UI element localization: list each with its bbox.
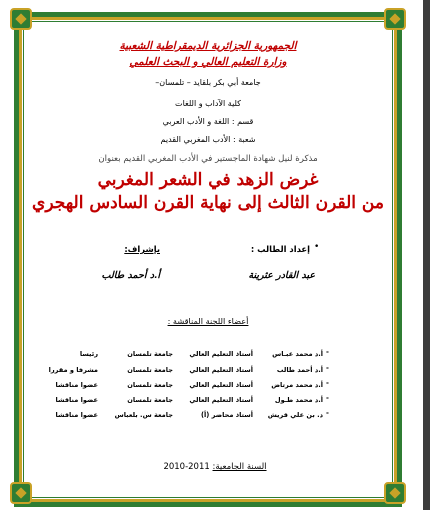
member-rank: أستاذ التعليم العالي	[189, 381, 253, 389]
member-role: مشرفا و مقررا	[48, 366, 98, 374]
member-name: د. بن علي قريش	[267, 411, 323, 419]
faculty-name: كلية الآداب و اللغات	[175, 99, 241, 108]
academic-year-value: 2010-2011	[163, 462, 210, 472]
member-name: أ.د أحمد طالب	[276, 366, 323, 374]
corner-ornament-icon	[10, 482, 32, 504]
member-role: عضوا مناقشا	[55, 411, 98, 419]
branch-name: شعبة : الأدب المغربي القديم	[160, 135, 256, 144]
supervisor-name: أ.د أحمد طالب	[101, 270, 160, 281]
committee-row	[38, 381, 338, 393]
page-border-inner	[23, 21, 393, 498]
member-role: عضوا مناقشا	[55, 396, 98, 404]
academic-year	[150, 462, 280, 472]
committee-row	[38, 411, 338, 423]
member-university: جامعة تلمسان	[127, 381, 173, 389]
member-university: جامعة س. بلعباس	[114, 411, 173, 419]
committee-row	[38, 350, 338, 362]
member-name: أ.د محمد طـول	[274, 396, 323, 404]
committee-row	[38, 396, 338, 408]
bullet-icon: -	[326, 379, 329, 387]
member-university: جامعة تلمسان	[127, 366, 173, 374]
member-role: رئيسا	[79, 350, 98, 358]
thesis-intro: مذكرة لنيل شهادة الماجستير في الأدب المغربي القديم بعنوان	[98, 154, 318, 164]
corner-ornament-icon	[384, 482, 406, 504]
viewer-scroll-edge[interactable]	[423, 0, 430, 510]
member-role: عضوا مناقشا	[55, 381, 98, 389]
student-name: عبد القادر عثرينة	[248, 270, 315, 281]
republic-heading: الجمهورية الجزائرية الديمقراطية الشعبية	[119, 40, 297, 52]
thesis-title-line1: غرض الزهد في الشعر المغربي	[97, 170, 319, 190]
supervisor-label: بإشراف:	[124, 244, 160, 254]
bullet-icon: •	[314, 242, 320, 252]
bullet-icon: -	[326, 348, 329, 356]
member-name: أ.د محمد مرتاض	[271, 381, 323, 389]
university-name: جامعة أبي بكر بلقايد – تلمسان–	[155, 78, 261, 87]
academic-year-label: السنة الجامعية:	[212, 462, 267, 472]
student-label: إعداد الطالب :	[250, 244, 310, 254]
member-rank: أستاذ التعليم العالي	[189, 396, 253, 404]
member-name: أ.د محمد عبـاس	[272, 350, 323, 358]
bullet-icon: -	[326, 394, 329, 402]
department-name: قسم : اللغة و الأدب العربي	[162, 117, 254, 126]
corner-ornament-icon	[10, 8, 32, 30]
corner-ornament-icon	[384, 8, 406, 30]
bullet-icon: -	[326, 364, 329, 372]
ministry-heading: وزارة التعليم العالي و البحث العلمي	[129, 56, 287, 68]
member-university: جامعة تلمسان	[127, 350, 173, 358]
thesis-title-line2: من القرن الثالث إلى نهاية القرن السادس الهجري	[32, 193, 384, 213]
member-university: جامعة تلمسان	[127, 396, 173, 404]
member-rank: أستاذ التعليم العالي	[189, 350, 253, 358]
bullet-icon: -	[326, 409, 329, 417]
member-rank: أستاذ محاضر (أ)	[201, 411, 253, 419]
committee-heading: أعضاء اللجنة المناقشة :	[167, 316, 249, 326]
committee-row	[38, 366, 338, 378]
member-rank: أستاذ التعليم العالي	[189, 366, 253, 374]
